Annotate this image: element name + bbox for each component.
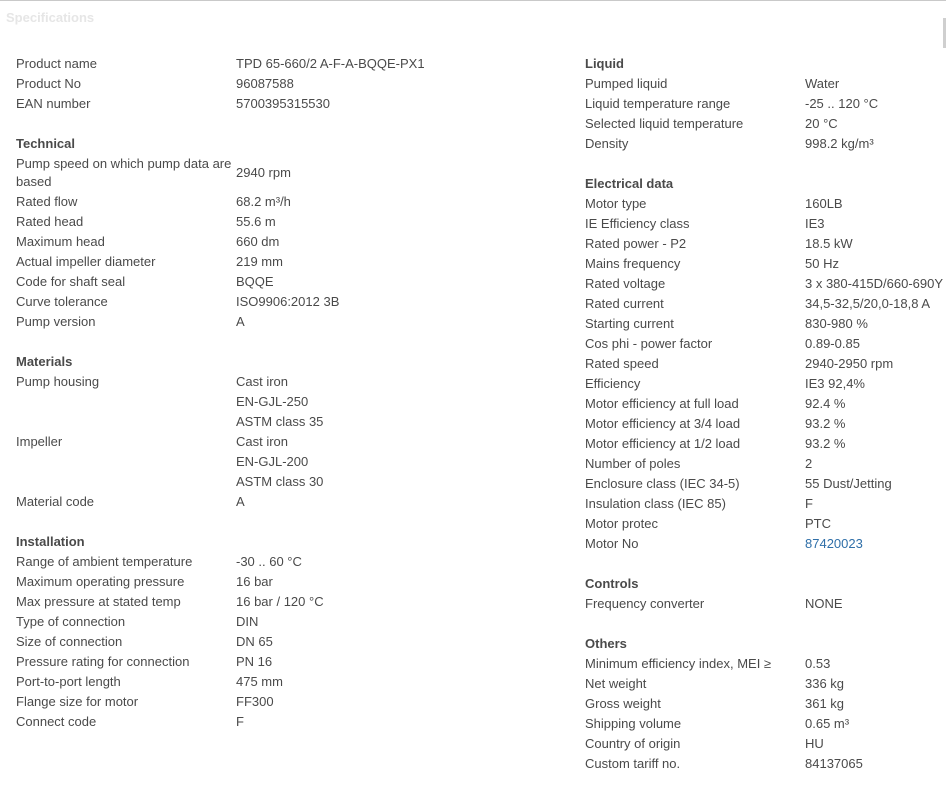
spec-row xyxy=(585,74,946,94)
spec-value: 55.6 m xyxy=(236,214,276,229)
spec-row xyxy=(16,292,576,312)
spec-value: HU xyxy=(805,736,824,751)
spec-row xyxy=(16,652,576,672)
spec-row xyxy=(16,712,576,732)
spec-value: 2 xyxy=(805,456,813,471)
spec-label: Rated flow xyxy=(16,194,78,209)
spec-value: EN-GJL-250 xyxy=(236,394,309,409)
section-title: Others xyxy=(585,636,627,651)
spec-label: Frequency converter xyxy=(585,596,705,611)
spec-value: 92.4 % xyxy=(805,396,846,411)
spec-label: Motor efficiency at 3/4 load xyxy=(585,416,741,431)
section-title: Materials xyxy=(16,354,73,369)
spec-section xyxy=(585,54,946,154)
spec-label: Gross weight xyxy=(585,696,661,711)
spec-value: 2940-2950 rpm xyxy=(805,356,894,371)
spec-value: 361 kg xyxy=(805,696,845,711)
section-title: Technical xyxy=(16,136,76,151)
spec-value: PN 16 xyxy=(236,654,273,669)
spec-value: 96087588 xyxy=(236,76,294,91)
spec-value: 219 mm xyxy=(236,254,283,269)
spec-label: Motor efficiency at full load xyxy=(585,396,739,411)
spec-label: Cos phi - power factor xyxy=(585,336,713,351)
spec-label: Motor protec xyxy=(585,516,658,531)
spec-row xyxy=(585,734,946,754)
spec-value: Water xyxy=(805,76,840,91)
spec-label: Insulation class (IEC 85) xyxy=(585,496,726,511)
spec-value: A xyxy=(236,314,245,329)
spec-value: IE3 xyxy=(805,216,825,231)
spec-value: 0.53 xyxy=(805,656,831,671)
spec-label: Code for shaft seal xyxy=(16,274,126,289)
spec-row xyxy=(16,672,576,692)
spec-value: -25 .. 120 °C xyxy=(805,96,879,111)
spec-label: Material code xyxy=(16,494,95,509)
spec-row xyxy=(585,494,946,514)
spec-value: 475 mm xyxy=(236,674,283,689)
spec-label: Product name xyxy=(16,56,97,71)
spec-value: DIN xyxy=(236,614,259,629)
spec-label: Enclosure class (IEC 34-5) xyxy=(585,476,740,491)
spec-row xyxy=(585,514,946,534)
spec-row xyxy=(16,692,576,712)
spec-label: Connect code xyxy=(16,714,97,729)
spec-label: Starting current xyxy=(585,316,674,331)
spec-value: 2940 rpm xyxy=(236,165,291,180)
spec-row xyxy=(585,94,946,114)
top-border xyxy=(0,0,946,1)
motor-no-link[interactable]: 87420023 xyxy=(805,536,863,551)
spec-row xyxy=(16,94,576,114)
spec-value: 18.5 kW xyxy=(805,236,853,251)
section-title: Electrical data xyxy=(585,176,674,191)
spec-row xyxy=(585,314,946,334)
spec-row xyxy=(585,754,946,774)
spec-label: Pump speed on which pump data are based xyxy=(16,156,232,189)
spec-value: ISO9906:2012 3B xyxy=(236,294,340,309)
spec-label: Rated current xyxy=(585,296,664,311)
spec-row xyxy=(585,474,946,494)
spec-label: EAN number xyxy=(16,96,91,111)
specs-right-column xyxy=(585,54,946,794)
specs-left-column xyxy=(16,54,576,752)
spec-row xyxy=(585,414,946,434)
spec-row xyxy=(585,374,946,394)
spec-row xyxy=(585,354,946,374)
spec-label: Efficiency xyxy=(585,376,641,391)
spec-value: NONE xyxy=(805,596,843,611)
spec-label: Minimum efficiency index, MEI ≥ xyxy=(585,656,772,671)
spec-value: ASTM class 30 xyxy=(236,474,324,489)
spec-label: Rated voltage xyxy=(585,276,666,291)
spec-row xyxy=(585,294,946,314)
spec-value: 830-980 % xyxy=(805,316,868,331)
spec-value: 998.2 kg/m³ xyxy=(805,136,874,151)
spec-value: 0.89-0.85 xyxy=(805,336,860,351)
spec-label: Motor No xyxy=(585,536,639,551)
spec-label: Rated power - P2 xyxy=(585,236,687,251)
spec-value: 84137065 xyxy=(805,756,863,771)
spec-row xyxy=(585,334,946,354)
spec-row xyxy=(16,572,576,592)
spec-value: F xyxy=(805,496,813,511)
spec-row xyxy=(16,154,576,192)
spec-value: 16 bar / 120 °C xyxy=(236,594,324,609)
spec-row xyxy=(585,674,946,694)
spec-value: TPD 65-660/2 A-F-A-BQQE-PX1 xyxy=(236,56,425,71)
spec-row xyxy=(585,654,946,674)
spec-value: ASTM class 35 xyxy=(236,414,324,429)
spec-row xyxy=(585,694,946,714)
spec-label: Selected liquid temperature xyxy=(585,116,744,131)
spec-row xyxy=(585,534,946,554)
spec-value: 3 x 380-415D/660-690Y xyxy=(805,276,944,291)
spec-row xyxy=(16,452,576,472)
spec-value: BQQE xyxy=(236,274,274,289)
spec-value: DN 65 xyxy=(236,634,273,649)
spec-label: Port-to-port length xyxy=(16,674,121,689)
spec-row xyxy=(16,372,576,392)
spec-row xyxy=(585,214,946,234)
spec-value: 16 bar xyxy=(236,574,273,589)
spec-label: IE Efficiency class xyxy=(585,216,690,231)
spec-label: Net weight xyxy=(585,676,647,691)
spec-label: Type of connection xyxy=(16,614,126,629)
spec-value: 93.2 % xyxy=(805,436,846,451)
spec-row xyxy=(585,234,946,254)
spec-row xyxy=(16,612,576,632)
spec-value: A xyxy=(236,494,245,509)
spec-label: Shipping volume xyxy=(585,716,682,731)
spec-row xyxy=(585,134,946,154)
spec-value: 160LB xyxy=(805,196,843,211)
spec-row xyxy=(16,552,576,572)
spec-section xyxy=(585,634,946,774)
spec-label: Rated speed xyxy=(585,356,659,371)
spec-label: Maximum head xyxy=(16,234,105,249)
spec-row xyxy=(585,434,946,454)
spec-label: Mains frequency xyxy=(585,256,681,271)
spec-label: Pump version xyxy=(16,314,96,329)
spec-label: Max pressure at stated temp xyxy=(16,594,181,609)
spec-value: 68.2 m³/h xyxy=(236,194,291,209)
spec-row xyxy=(585,114,946,134)
spec-row xyxy=(585,274,946,294)
spec-label: Density xyxy=(585,136,629,151)
section-title: Liquid xyxy=(585,56,624,71)
spec-value: FF300 xyxy=(236,694,274,709)
spec-row xyxy=(585,254,946,274)
spec-label: Maximum operating pressure xyxy=(16,574,185,589)
spec-row xyxy=(16,232,576,252)
spec-label: Number of poles xyxy=(585,456,681,471)
spec-label: Rated head xyxy=(16,214,84,229)
spec-label: Custom tariff no. xyxy=(585,756,681,771)
spec-row xyxy=(585,714,946,734)
spec-section xyxy=(16,54,576,114)
spec-row xyxy=(16,492,576,512)
spec-row xyxy=(585,594,946,614)
spec-value: 34,5-32,5/20,0-18,8 A xyxy=(805,296,931,311)
spec-value: PTC xyxy=(805,516,831,531)
spec-label: Motor type xyxy=(585,196,647,211)
spec-label: Liquid temperature range xyxy=(585,96,731,111)
spec-label: Country of origin xyxy=(585,736,681,751)
spec-label: Motor efficiency at 1/2 load xyxy=(585,436,741,451)
spec-label: Range of ambient temperature xyxy=(16,554,193,569)
spec-section xyxy=(585,174,946,554)
spec-value: -30 .. 60 °C xyxy=(236,554,302,569)
spec-value: 660 dm xyxy=(236,234,280,249)
spec-value: 336 kg xyxy=(805,676,845,691)
spec-value: 50 Hz xyxy=(805,256,839,271)
spec-row xyxy=(16,272,576,292)
spec-row xyxy=(16,392,576,412)
spec-label: Flange size for motor xyxy=(16,694,139,709)
spec-value: F xyxy=(236,714,244,729)
spec-label: Pressure rating for connection xyxy=(16,654,190,669)
spec-label: Pump housing xyxy=(16,374,100,389)
spec-row xyxy=(16,312,576,332)
spec-section xyxy=(16,532,576,732)
section-title: Installation xyxy=(16,534,85,549)
spec-row xyxy=(16,192,576,212)
spec-row xyxy=(16,252,576,272)
spec-row xyxy=(16,212,576,232)
spec-value: Cast iron xyxy=(236,434,289,449)
spec-label: Impeller xyxy=(16,434,63,449)
spec-value: 0.65 m³ xyxy=(805,716,850,731)
section-title: Controls xyxy=(585,576,639,591)
spec-value: 20 °C xyxy=(805,116,838,131)
spec-label: Pumped liquid xyxy=(585,76,668,91)
spec-row xyxy=(585,194,946,214)
spec-row xyxy=(16,54,576,74)
spec-section xyxy=(585,574,946,614)
spec-row xyxy=(16,592,576,612)
spec-row xyxy=(16,412,576,432)
spec-section xyxy=(16,352,576,512)
spec-label: Actual impeller diameter xyxy=(16,254,156,269)
spec-value: 55 Dust/Jetting xyxy=(805,476,892,491)
spec-row xyxy=(16,432,576,452)
spec-label: Product No xyxy=(16,76,82,91)
spec-value: Cast iron xyxy=(236,374,289,389)
spec-value: 93.2 % xyxy=(805,416,846,431)
spec-value: 5700395315530 xyxy=(236,96,330,111)
spec-value: EN-GJL-200 xyxy=(236,454,309,469)
spec-value: IE3 92,4% xyxy=(805,376,865,391)
spec-row xyxy=(16,632,576,652)
spec-row xyxy=(16,472,576,492)
spec-section xyxy=(16,134,576,332)
spec-label: Size of connection xyxy=(16,634,123,649)
spec-row xyxy=(16,74,576,94)
spec-row xyxy=(585,394,946,414)
spec-row xyxy=(585,454,946,474)
page-title: Specifications xyxy=(6,10,95,25)
spec-label: Curve tolerance xyxy=(16,294,108,309)
